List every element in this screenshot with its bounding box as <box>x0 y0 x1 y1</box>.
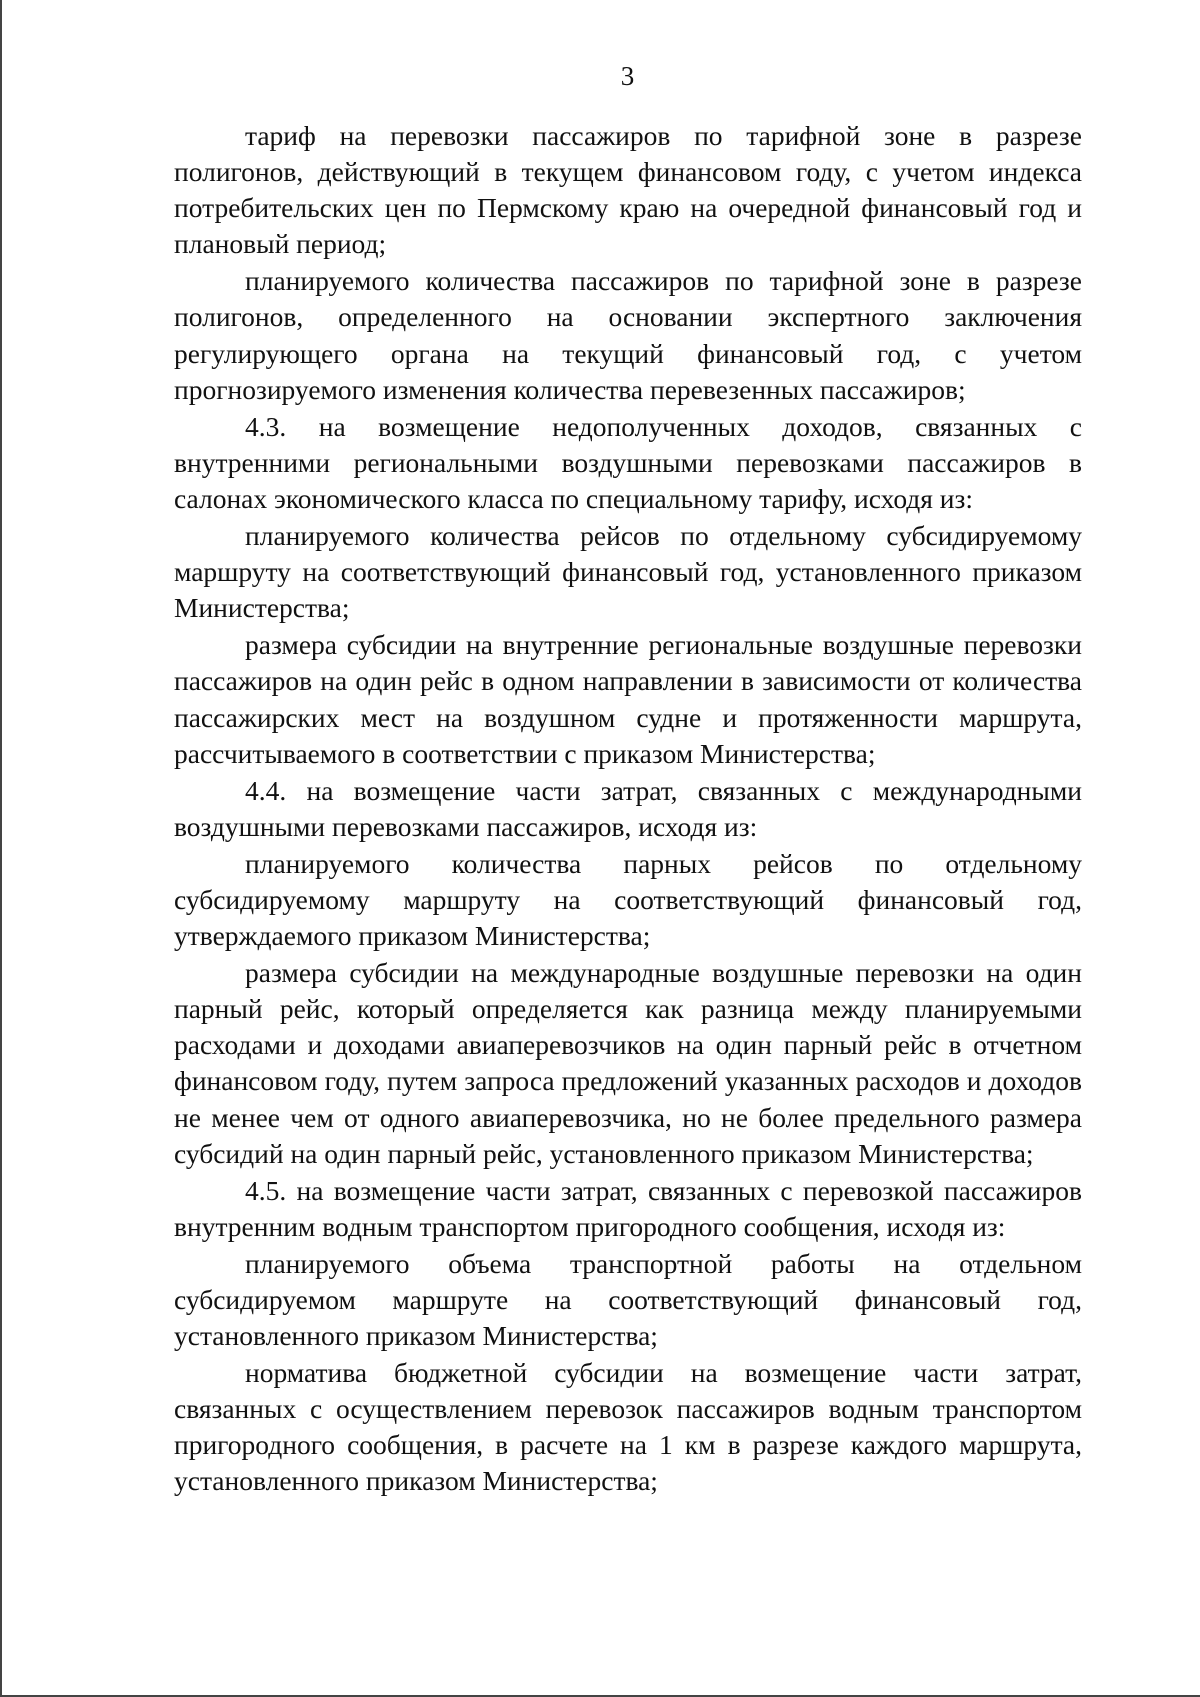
page-number: 3 <box>620 61 635 91</box>
document-body <box>174 118 1082 1501</box>
paragraph-4-4: 4.4. на возмещение части затрат, связанных с международными воздушными перевозками пассажиров, исходя из: <box>174 774 1082 842</box>
paragraph-subsidy-size-international: размера субсидии на международные воздушные перевозки на один парный рейс, который определяется как разница между планируемыми расходами и доходами авиаперевозчиков на один парный рейс в отчетном финансовом году, путем запроса предложений указанных расходов и доходов не менее чем от одного авиаперевозчика, но не более предельного размера субсидий на один парный рейс, установленного приказом Министерства; <box>174 957 1082 1169</box>
paragraph-tariff: тариф на перевозки пассажиров по тарифной зоне в разрезе полигонов, действующий в текущем финансовом году, с учетом индекса потребительских цен по Пермскому краю на очередной финансовый год и плановый период; <box>174 120 1082 260</box>
paragraph-planned-paired-flights: планируемого количества парных рейсов по отдельному субсидируемому маршруту на соответствующий финансовый год, утверждаемого приказом Министерства; <box>174 847 1082 952</box>
paragraph-planned-flights: планируемого количества рейсов по отдельному субсидируемому маршруту на соответствующий финансовый год, установленного приказом Министерства; <box>174 520 1082 624</box>
paragraph-4-3: 4.3. на возмещение недополученных доходов, связанных с внутренними региональными воздушными перевозками пассажиров в салонах экономического класса по специальному тарифу, исходя из: <box>174 410 1082 514</box>
scan-edge-left <box>0 0 2 1697</box>
paragraph-planned-transport-volume: планируемого объема транспортной работы на отдельном субсидируемом маршруте на соответствующий финансовый год, установленного приказом Министерства; <box>174 1247 1082 1352</box>
paragraph-4-5: 4.5. на возмещение части затрат, связанных с перевозкой пассажиров внутренним водным транспортом пригородного сообщения, исходя из: <box>174 1174 1082 1242</box>
paragraph-subsidy-size-regional: размера субсидии на внутренние региональные воздушные перевозки пассажиров на один рейс в одном направлении в зависимости от количества пассажирских мест на воздушном судне и протяженности маршрута, рассчитываемого в соответствии с приказом Министерства; <box>174 629 1082 769</box>
paragraph-subsidy-norm: норматива бюджетной субсидии на возмещение части затрат, связанных с осуществлением перевозок пассажиров водным транспортом пригородного сообщения, в расчете на 1 км в разрезе каждого маршрута, установленного приказом Министерства; <box>174 1357 1082 1497</box>
paragraph-planned-passengers: планируемого количества пассажиров по тарифной зоне в разрезе полигонов, определенного на основании экспертного заключения регулирующего органа на текущий финансовый год, с учетом прогнозируемого изменения количества перевезенных пассажиров; <box>174 265 1082 405</box>
